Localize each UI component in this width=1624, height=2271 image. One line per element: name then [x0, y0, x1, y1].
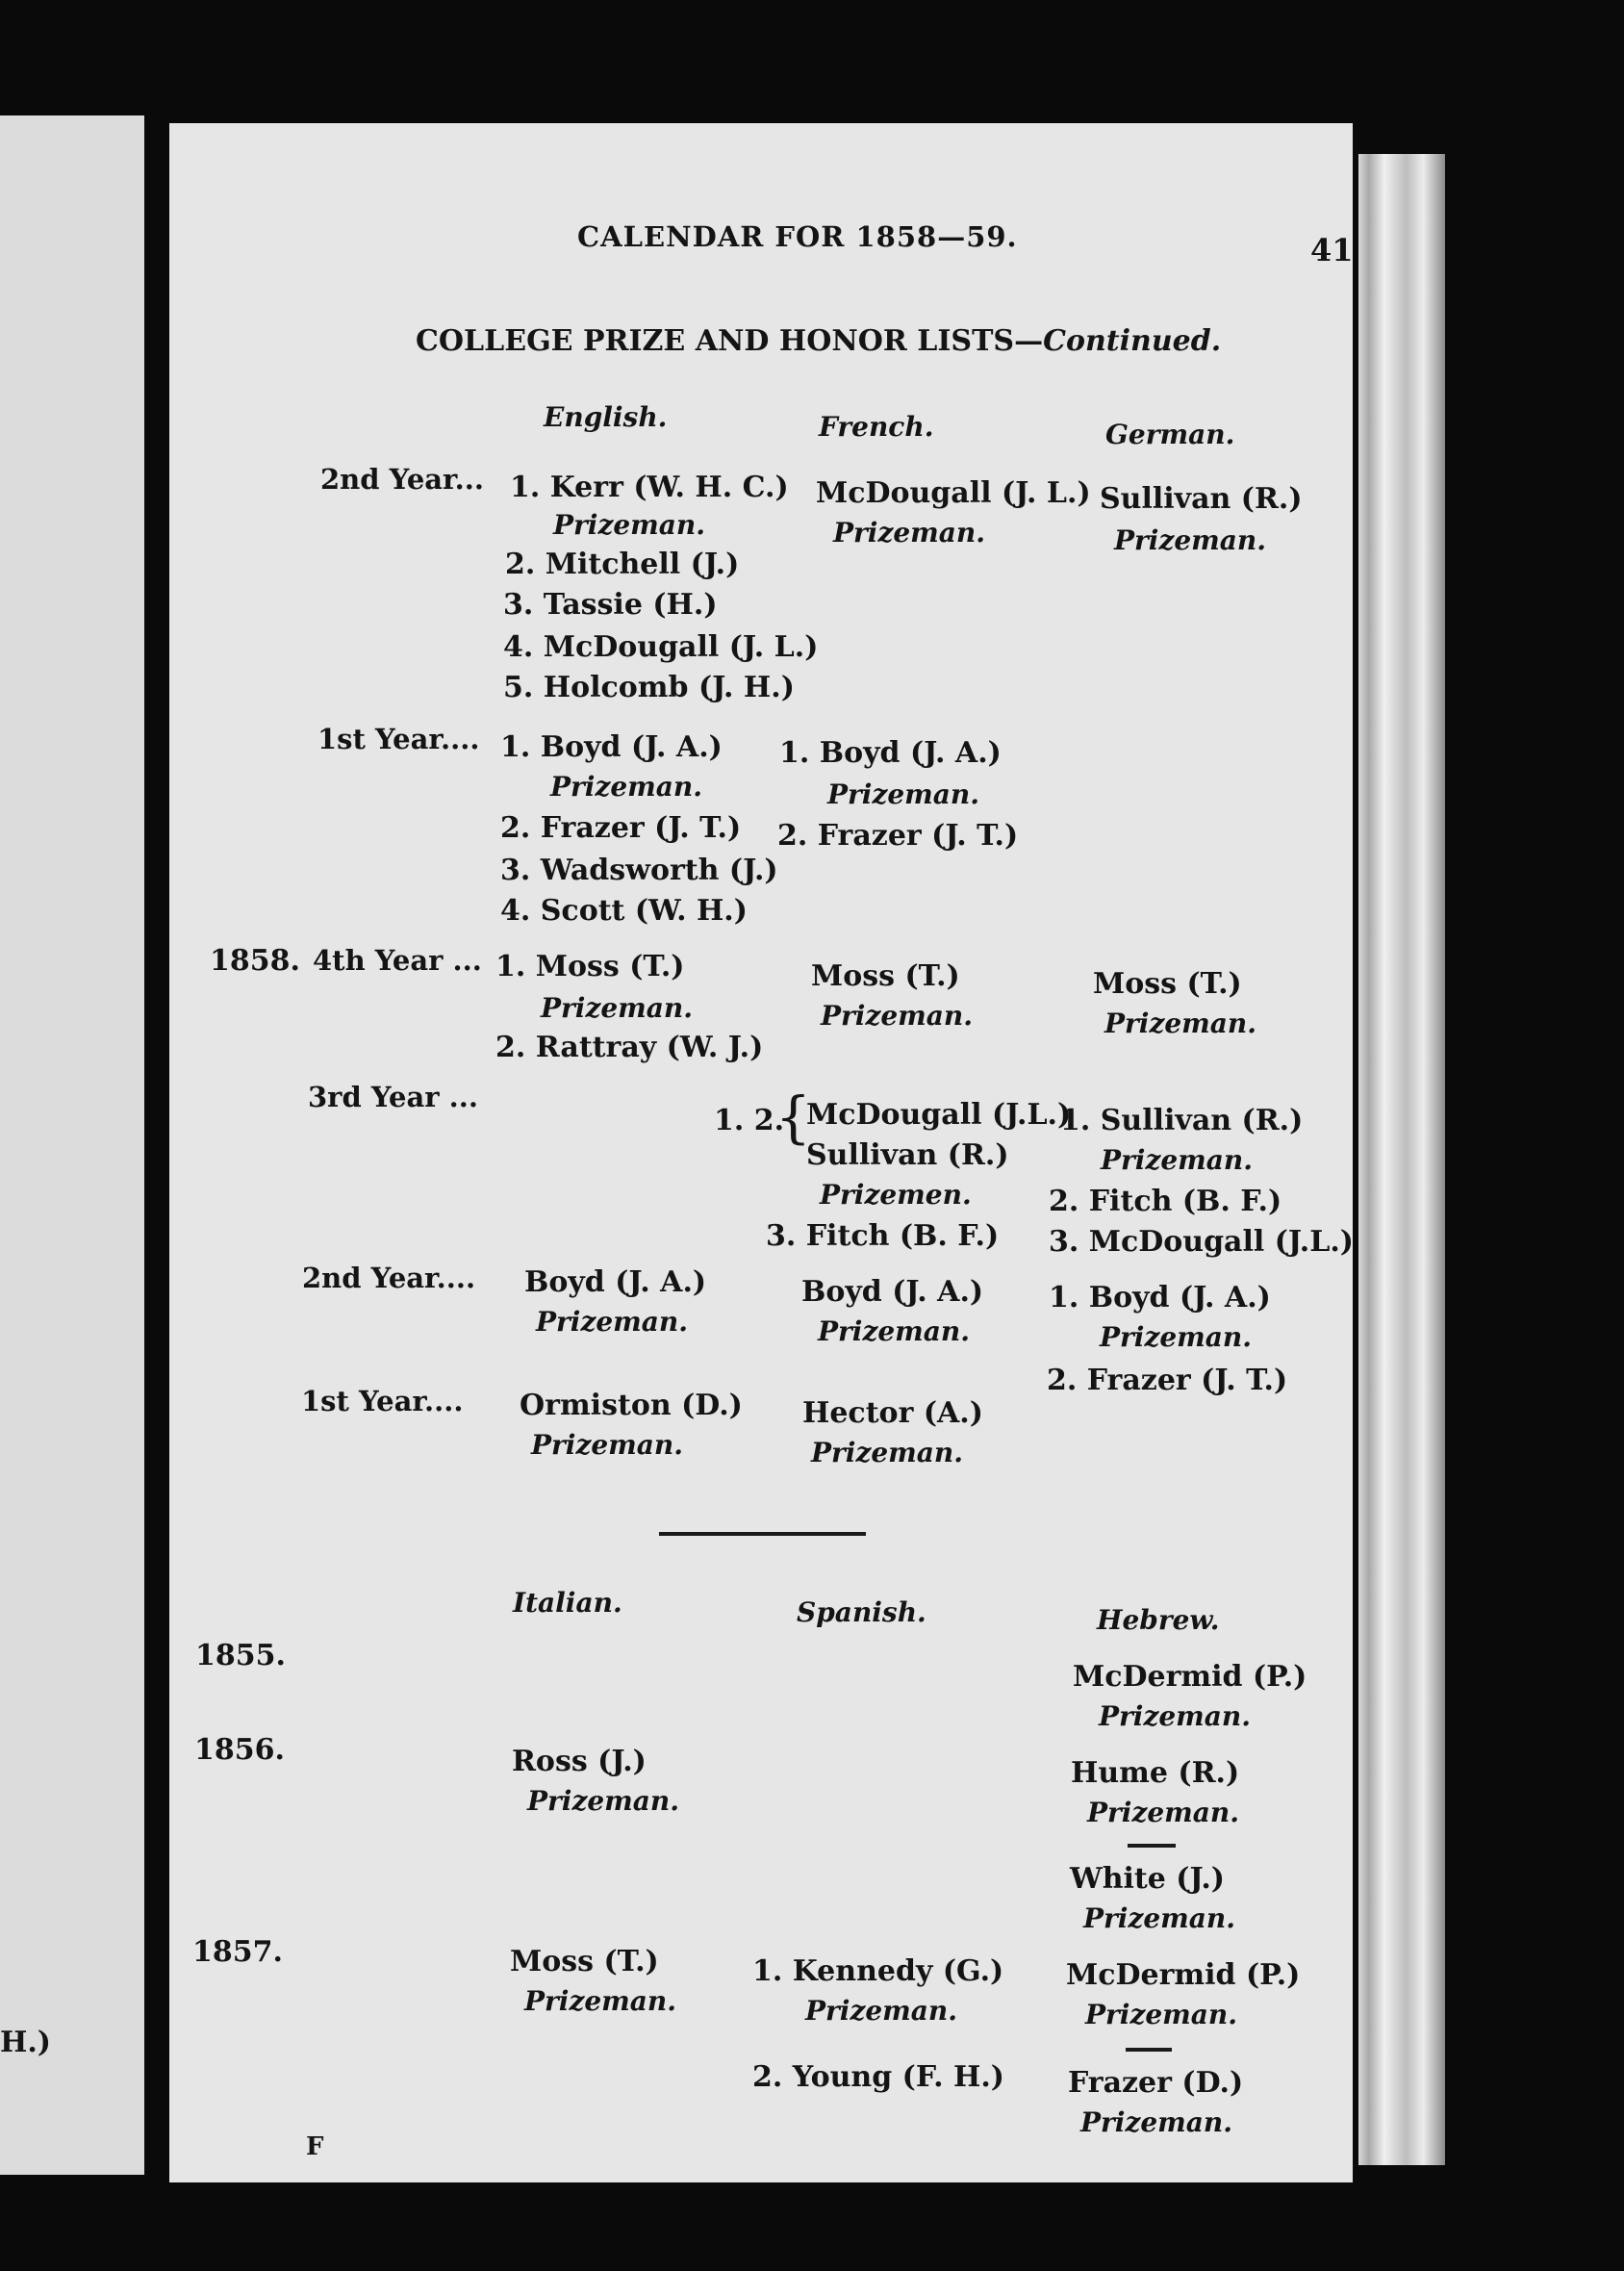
entry: 2. Young (F. H.)	[752, 2060, 1004, 2094]
row-label-1st-year: 1st Year....	[317, 723, 480, 755]
row-label-4th-year: 4th Year ...	[313, 944, 482, 977]
prizeman-label: Prizeman.	[818, 1315, 971, 1347]
year-1858: 1858.	[210, 944, 300, 978]
entry: Moss (T.)	[811, 959, 960, 993]
section-title	[416, 324, 1222, 358]
entry: 2. Mitchell (J.)	[505, 548, 740, 581]
entry: 1. Kennedy (G.)	[752, 1954, 1004, 1988]
entry-separator	[1126, 2048, 1172, 2052]
prizeman-label: Prizeman.	[1114, 524, 1267, 556]
entry: 4. McDougall (J. L.)	[503, 630, 819, 664]
left-page-margin	[0, 115, 144, 2175]
entry: McDougall (J.L.)	[806, 1098, 1072, 1132]
running-title: CALENDAR FOR 1858—59.	[577, 220, 1018, 253]
section-title-main: COLLEGE PRIZE AND HONOR LISTS—	[416, 324, 1044, 358]
entry: 2. Fitch (B. F.)	[1049, 1185, 1282, 1218]
entry: Moss (T.)	[510, 1945, 659, 1978]
signature-mark: F	[306, 2132, 324, 2161]
entry: McDermid (P.)	[1073, 1660, 1307, 1694]
entry: 1. Sullivan (R.)	[1060, 1104, 1304, 1137]
prizeman-label: Prizeman.	[1083, 1902, 1236, 1934]
entry: Hume (R.)	[1071, 1756, 1240, 1790]
prizeman-label: Prizeman.	[827, 778, 980, 810]
year-1856: 1856.	[194, 1733, 285, 1767]
prizeman-label: Prizeman.	[536, 1306, 689, 1338]
left-page-fragment: H.)	[0, 2026, 51, 2059]
row-label-3rd-year: 3rd Year ...	[308, 1081, 478, 1113]
entry: 1. Moss (T.)	[495, 950, 685, 983]
column-french: French.	[819, 411, 934, 443]
prizeman-label: Prizeman.	[531, 1429, 684, 1461]
prizeman-label: Prizeman.	[833, 517, 986, 549]
entry: Sullivan (R.)	[806, 1138, 1009, 1172]
column-italian: Italian.	[513, 1587, 622, 1619]
prizeman-label: Prizeman.	[1099, 1700, 1252, 1732]
brace-glyph: {	[775, 1084, 811, 1150]
prizeman-label: Prizeman.	[541, 992, 694, 1024]
row-label-2nd-year: 2nd Year....	[302, 1262, 476, 1294]
entry-separator	[1128, 1844, 1176, 1848]
prizeman-label: Prizeman.	[1087, 1797, 1240, 1828]
entry: 2. Frazer (J. T.)	[500, 811, 742, 845]
entry: 1. Boyd (J. A.)	[779, 736, 1002, 770]
prizeman-label: Prizeman.	[524, 1985, 677, 2017]
column-spanish: Spanish.	[797, 1596, 926, 1628]
prizeman-label: Prizeman.	[1101, 1144, 1254, 1176]
entry: Frazer (D.)	[1068, 2066, 1244, 2100]
prizeman-label: Prizeman.	[553, 509, 706, 541]
entry: 2. Rattray (W. J.)	[495, 1031, 764, 1064]
entry: 1. Boyd (J. A.)	[500, 730, 723, 764]
entry: Hector (A.)	[802, 1396, 983, 1430]
prizeman-label: Prizeman.	[527, 1785, 680, 1817]
row-label-2nd-year: 2nd Year...	[320, 463, 484, 496]
entry: Ormiston (D.)	[520, 1389, 743, 1422]
entry: 2. Frazer (J. T.)	[1047, 1364, 1288, 1397]
page-edge	[1358, 154, 1445, 2165]
prizeman-label: Prizeman.	[805, 1995, 958, 2027]
entry: White (J.)	[1070, 1862, 1225, 1896]
prizeman-label: Prizeman.	[1104, 1008, 1257, 1039]
entry: Sullivan (R.)	[1100, 482, 1303, 516]
entry: 4. Scott (W. H.)	[500, 894, 748, 928]
prizeman-label: Prizemen.	[820, 1179, 972, 1211]
entry: 3. Wadsworth (J.)	[500, 854, 778, 887]
entry: 3. McDougall (J.L.)	[1049, 1225, 1354, 1259]
entry: McDermid (P.)	[1066, 1958, 1301, 1992]
section-title-suffix: Continued.	[1043, 324, 1222, 358]
entry: Boyd (J. A.)	[524, 1265, 707, 1299]
entry: Boyd (J. A.)	[801, 1275, 984, 1309]
entry: 1. Kerr (W. H. C.)	[510, 471, 789, 504]
column-hebrew: Hebrew.	[1097, 1604, 1220, 1636]
entry: McDougall (J. L.)	[816, 476, 1091, 510]
entry: 2. Frazer (J. T.)	[777, 819, 1019, 853]
row-label-1st-year: 1st Year....	[301, 1385, 464, 1417]
entry: Moss (T.)	[1093, 967, 1242, 1001]
prizeman-label: Prizeman.	[550, 771, 703, 803]
entry: 1. Boyd (J. A.)	[1049, 1281, 1271, 1314]
column-german: German.	[1105, 419, 1235, 450]
column-english: English.	[544, 401, 668, 433]
prizeman-label: Prizeman.	[821, 1000, 974, 1032]
year-1855: 1855.	[195, 1639, 286, 1672]
entry: 3. Fitch (B. F.)	[766, 1219, 1000, 1253]
entry: 3. Tassie (H.)	[503, 588, 718, 622]
entry: Ross (J.)	[512, 1745, 647, 1778]
prizeman-label: Prizeman.	[1080, 2106, 1233, 2138]
rank-label: 1. 2.	[714, 1104, 785, 1137]
prizeman-label: Prizeman.	[1100, 1321, 1253, 1353]
year-1857: 1857.	[192, 1935, 283, 1969]
prizeman-label: Prizeman.	[811, 1437, 964, 1468]
entry: 5. Holcomb (J. H.)	[503, 671, 795, 704]
prizeman-label: Prizeman.	[1085, 1999, 1238, 2030]
section-divider	[659, 1532, 866, 1536]
page-number: 41	[1310, 232, 1354, 268]
